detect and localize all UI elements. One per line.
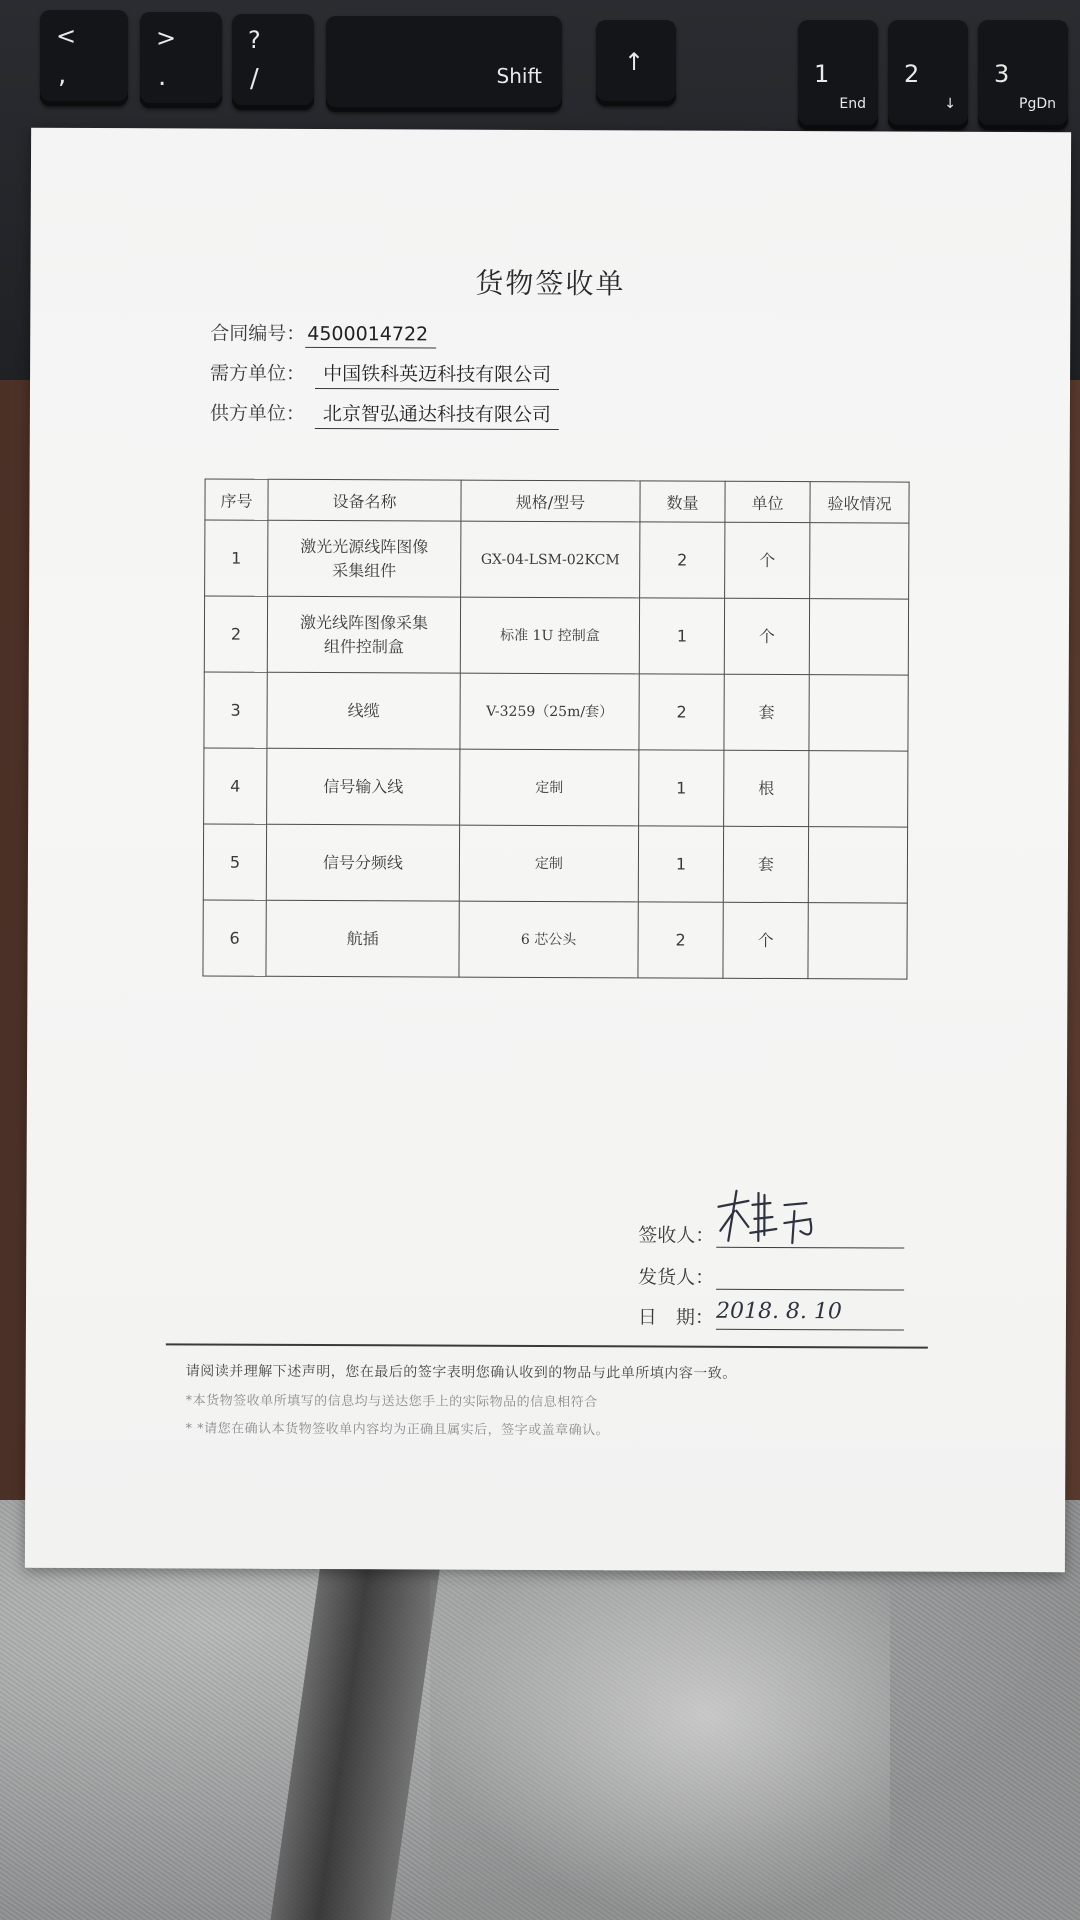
supplier-row (210, 399, 559, 431)
receiver-label: 签收人： (638, 1224, 715, 1247)
cell-no: 2 (204, 596, 267, 672)
cell-spec: GX-04-LSM-02KCM (461, 521, 640, 598)
cell-qty: 1 (638, 826, 723, 902)
buyer-label: 需方单位： (210, 362, 306, 385)
key-top-glyph: 2 (904, 60, 920, 88)
table-header-row (205, 479, 909, 523)
table-row (203, 824, 907, 903)
buyer-value: 中国铁科英迈科技有限公司 (315, 359, 559, 390)
cell-unit: 个 (724, 598, 809, 674)
header-check: 验收情况 (810, 482, 909, 523)
header-spec: 规格/型号 (461, 480, 640, 522)
cell-qty: 2 (639, 674, 724, 750)
header-no: 序号 (205, 479, 268, 520)
statement-divider (166, 1343, 928, 1348)
key-top-glyph: > (156, 24, 177, 52)
cell-name: 信号分频线 (266, 824, 459, 901)
header-name: 设备名称 (268, 479, 461, 521)
cell-name: 线缆 (267, 672, 460, 749)
cell-no: 3 (204, 672, 267, 748)
arrow-up-icon: ↑ (624, 48, 645, 76)
key-numpad-3 (978, 20, 1068, 130)
contract-number-value: 4500014722 (305, 323, 436, 349)
cell-qty: 2 (640, 522, 725, 598)
key-shift (326, 16, 562, 112)
cell-check (808, 903, 907, 979)
note-item: *本货物签收单所填写的信息均与送达您手上的实际物品的信息相符合 (185, 1393, 598, 1411)
key-less-than (40, 10, 128, 106)
cell-check (809, 751, 908, 827)
cell-qty: 1 (639, 598, 724, 674)
cell-unit: 个 (725, 522, 810, 598)
cell-name-text: 激光光源线阵图像采集组件 (300, 536, 429, 580)
table-row (204, 748, 908, 827)
cell-check (808, 827, 907, 903)
key-sub-glyph: PgDn (1019, 96, 1056, 112)
key-sub-glyph: End (839, 96, 866, 112)
cell-no: 6 (203, 900, 266, 976)
cell-spec: V-3259（25m/套） (460, 673, 639, 750)
cell-spec: 定制 (460, 749, 639, 826)
fabric-highlight (430, 1580, 890, 1920)
key-bottom-glyph: , (58, 60, 67, 90)
cell-name (267, 596, 460, 673)
key-top-glyph: 3 (994, 60, 1010, 88)
shipper-line (716, 1289, 904, 1291)
key-sub-glyph: ↓ (944, 96, 956, 112)
contract-number-row (210, 319, 436, 349)
cell-spec: 标准 1U 控制盒 (460, 597, 639, 674)
cell-no: 1 (205, 520, 268, 596)
table-row (205, 520, 909, 599)
cell-no: 5 (203, 824, 266, 900)
cell-unit: 套 (724, 674, 809, 750)
cell-name-text: 激光线阵图像采集组件控制盒 (299, 612, 429, 656)
note-item: * *请您在确认本货物签收单内容均为正确且属实后，签字或盖章确认。 (185, 1421, 610, 1439)
header-qty: 数量 (640, 481, 725, 522)
cell-no: 4 (204, 748, 267, 824)
cell-qty: 1 (639, 750, 724, 826)
shipper-label: 发货人： (638, 1266, 715, 1289)
goods-table (202, 478, 909, 979)
key-bottom-glyph: . (158, 62, 167, 92)
supplier-label: 供方单位： (209, 402, 305, 425)
cell-name (268, 520, 461, 597)
contract-number-label: 合同编号： (210, 322, 306, 345)
key-greater-than (140, 12, 222, 108)
cell-check (809, 599, 908, 675)
cell-name: 信号输入线 (267, 748, 460, 825)
cell-qty: 2 (638, 902, 723, 978)
buyer-row (210, 359, 559, 391)
statement-block (185, 1360, 925, 1448)
supplier-value: 北京智弘通达科技有限公司 (315, 399, 559, 430)
receiver-signature (714, 1171, 834, 1252)
cell-spec: 定制 (459, 825, 638, 902)
key-top-glyph: 1 (814, 60, 830, 88)
key-numpad-2 (888, 20, 968, 130)
table-row (204, 596, 908, 675)
cell-unit: 根 (724, 750, 809, 826)
table-row (204, 672, 908, 751)
date-line (716, 1329, 904, 1331)
cell-check (810, 523, 909, 599)
statement-text: 请阅读并理解下述声明，您在最后的签字表明您确认收到的物品与此单所填内容一致。 (185, 1363, 737, 1382)
date-value: 2018. 8. 10 (715, 1298, 842, 1325)
header-unit: 单位 (725, 481, 810, 522)
cell-unit: 个 (723, 902, 808, 978)
key-bottom-glyph: / (250, 64, 259, 94)
date-label: 日 期： (637, 1306, 715, 1329)
cell-name: 航插 (266, 900, 459, 977)
key-top-glyph: < (56, 22, 77, 50)
key-arrow-up (596, 20, 676, 106)
key-top-glyph: ? (248, 26, 261, 54)
cell-spec: 6 芯公头 (459, 901, 638, 978)
document-title: 货物签收单 (475, 266, 626, 301)
cell-unit: 套 (723, 826, 808, 902)
table-row (203, 900, 907, 979)
key-question (232, 14, 314, 110)
key-label: Shift (496, 64, 542, 88)
cell-check (809, 675, 908, 751)
key-numpad-1 (798, 20, 878, 130)
delivery-receipt-paper (25, 128, 1071, 1573)
